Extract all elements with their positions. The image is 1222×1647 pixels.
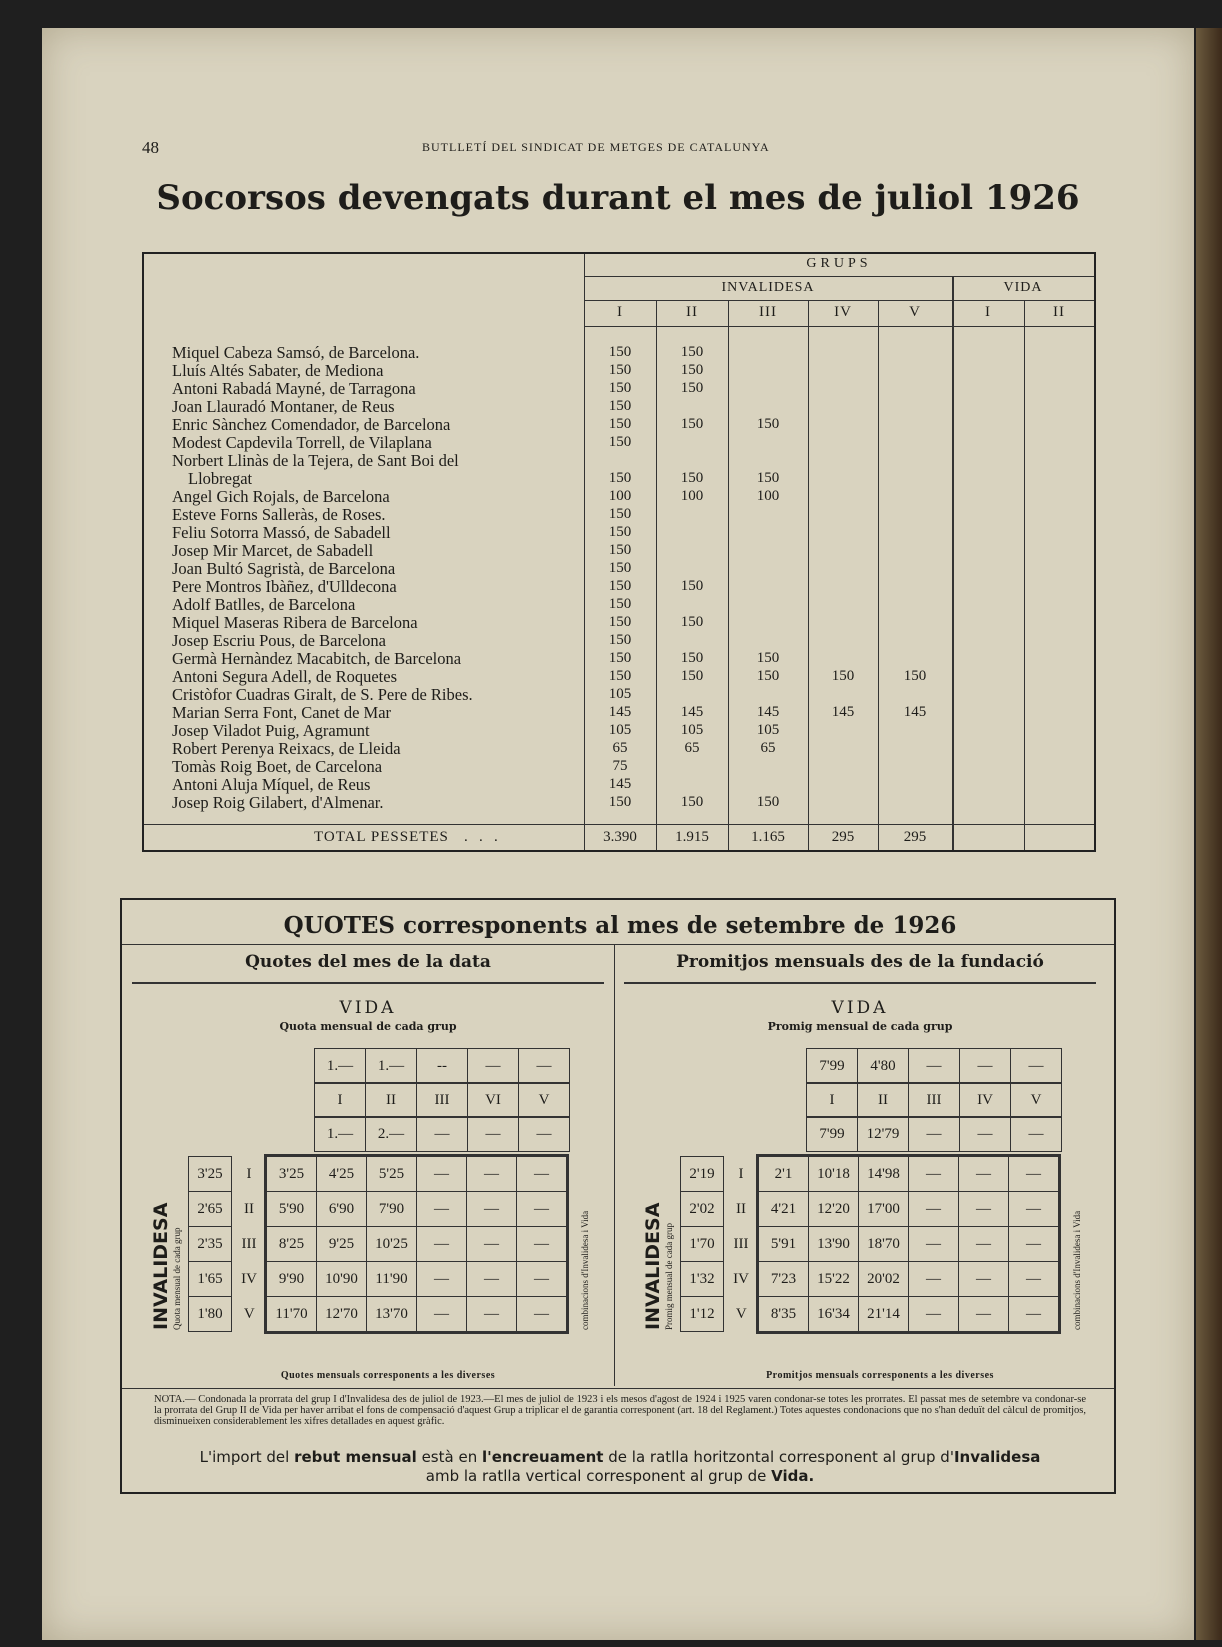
- matrix-cell: 2'1: [759, 1157, 809, 1192]
- matrix-cell: 11'70: [267, 1297, 317, 1332]
- matrix-cell: 12'20: [809, 1192, 859, 1227]
- matrix-cell: 4'21: [759, 1192, 809, 1227]
- grid-cell: 12'79: [858, 1117, 909, 1152]
- running-head: BUTLLETÍ DEL SINDICAT DE METGES DE CATALUNYA: [422, 140, 770, 154]
- vida-quota-row: [314, 1048, 570, 1084]
- grid-cell: 1.—: [315, 1049, 366, 1084]
- inv-quota-cell: 3'25: [189, 1157, 232, 1192]
- grid-cell: 1.—: [366, 1049, 417, 1084]
- inv-quota-cell: 2'65: [189, 1192, 232, 1227]
- matrix-cell: 6'90: [317, 1192, 367, 1227]
- value-cell: 145: [680, 704, 704, 720]
- person-name: Esteve Forns Salleràs, de Roses.: [172, 505, 386, 524]
- right-heading: Promitjos mensuals des de la fundació: [676, 952, 1044, 972]
- grid-cell: —: [519, 1049, 570, 1084]
- matrix-cell: 5'91: [759, 1227, 809, 1262]
- value-cell: 150: [680, 380, 704, 396]
- vida-combined-row: [806, 1116, 1062, 1152]
- import-note: L'import del rebut mensual està en l'encreuament de la ratlla horitzontal corresponent al grup d'Invalidesa amb la ratlla vertical corresponent al grup de Vida.: [199, 1448, 1041, 1485]
- matrix-cell: —: [909, 1297, 959, 1332]
- grid-cell: 7'99: [807, 1049, 858, 1084]
- person-name: Pere Montros Ibàñez, d'Ulldecona: [172, 577, 397, 596]
- total-cell: 3.390: [603, 829, 637, 845]
- person-name: Angel Gich Rojals, de Barcelona: [172, 487, 390, 506]
- person-name: Robert Perenya Reixacs, de Lleida: [172, 739, 401, 758]
- value-cell: 100: [680, 488, 704, 504]
- value-cell: 150: [680, 794, 704, 810]
- grid-cell: —: [1011, 1117, 1062, 1152]
- inv-quota-cell: 2'19: [681, 1157, 724, 1192]
- value-cell: 145: [903, 704, 927, 720]
- person-name: Joan Bultó Sagristà, de Barcelona: [172, 559, 396, 578]
- value-cell: 150: [831, 668, 855, 684]
- right-vida-sub: Promig mensual de cada grup: [767, 1020, 953, 1033]
- matrix-cell: 9'25: [317, 1227, 367, 1262]
- value-cell: 150: [608, 614, 632, 630]
- matrix-cell: 10'18: [809, 1157, 859, 1192]
- value-cell: 150: [608, 650, 632, 666]
- value-cell: 105: [608, 722, 632, 738]
- grid-cell: --: [417, 1049, 468, 1084]
- matrix-cell: 5'90: [267, 1192, 317, 1227]
- inv-group-cell: I: [738, 1165, 744, 1182]
- person-name: Enric Sànchez Comendador, de Barcelona: [172, 415, 451, 434]
- matrix-cell: 15'22: [809, 1262, 859, 1297]
- value-cell: 150: [680, 416, 704, 432]
- header-grups: GRUPS: [806, 256, 872, 271]
- value-cell: 65: [760, 740, 776, 756]
- total-cell: 295: [903, 829, 927, 845]
- value-cell: 65: [612, 740, 628, 756]
- vida-quota-row: [806, 1048, 1062, 1084]
- person-name: Antoni Segura Adell, de Roquetes: [172, 667, 398, 686]
- inv-quota-cell: 2'35: [189, 1227, 232, 1262]
- grid-cell: 2.—: [366, 1117, 417, 1152]
- person-name: Antoni Rabadá Mayné, de Tarragona: [172, 379, 416, 398]
- inv-group-cell: II: [244, 1200, 254, 1217]
- matrix-cell: —: [1009, 1227, 1059, 1262]
- grid-cell: III: [909, 1083, 960, 1118]
- matrix-cell: 7'23: [759, 1262, 809, 1297]
- book-spine: [1196, 28, 1222, 1640]
- right-vida-label: VIDA: [831, 998, 889, 1018]
- grid-cell: —: [417, 1117, 468, 1152]
- matrix-cell: —: [467, 1262, 517, 1297]
- matrix-cell: 21'14: [859, 1297, 909, 1332]
- matrix-cell: 14'98: [859, 1157, 909, 1192]
- matrix-cell: 8'35: [759, 1297, 809, 1332]
- value-cell: 100: [756, 488, 780, 504]
- person-name: Cristòfor Cuadras Giralt, de S. Pere de Ribes.: [172, 685, 473, 704]
- value-cell: 150: [608, 380, 632, 396]
- grid-cell: —: [468, 1117, 519, 1152]
- grid-cell: —: [519, 1117, 570, 1152]
- value-cell: 150: [756, 668, 780, 684]
- matrix-cell: 16'34: [809, 1297, 859, 1332]
- column-header: V: [909, 304, 921, 320]
- grid-cell: III: [417, 1083, 468, 1118]
- total-cell: 295: [831, 829, 855, 845]
- combinations-side-label: combinacions d'Invalidesa i Vida: [1072, 1210, 1082, 1330]
- person-name: Adolf Batlles, de Barcelona: [172, 595, 356, 614]
- invalidesa-side-sublabel: Promig mensual de cada grup: [664, 1223, 674, 1330]
- matrix-cell: 7'90: [367, 1192, 417, 1227]
- vida-combined-row: [314, 1116, 570, 1152]
- matrix-cell: —: [467, 1297, 517, 1332]
- value-cell: 150: [680, 668, 704, 684]
- matrix-cell: 13'90: [809, 1227, 859, 1262]
- person-name: Tomàs Roig Boet, de Carcelona: [172, 757, 383, 776]
- matrix-cell: —: [1009, 1157, 1059, 1192]
- matrix-cell: —: [959, 1297, 1009, 1332]
- value-cell: 150: [680, 578, 704, 594]
- matrix-cell: 18'70: [859, 1227, 909, 1262]
- matrix-cell: —: [1009, 1297, 1059, 1332]
- matrix-cell: —: [517, 1192, 567, 1227]
- total-leader: . . .: [464, 829, 498, 845]
- value-cell: 150: [608, 794, 632, 810]
- grid-cell: I: [807, 1083, 858, 1118]
- matrix-cell: 9'90: [267, 1262, 317, 1297]
- matrix-cell: —: [467, 1192, 517, 1227]
- grid-cell: 7'99: [807, 1117, 858, 1152]
- value-cell: 65: [684, 740, 700, 756]
- nota-text: NOTA.— Condonada la prorrata del grup I d'Invalidesa des de juliol de 1923.—El mes de juliol de 1923 i els mesos d'agost de 1924 i 1925 varen condonar-se totes les prorrates. El passat mes de setembre va condonar-se la prorrata del Grup II de Vida per haver arribat el fons de compensació d'aquest Grup a triplicar el de garantia corresponent (art. 18 del Reglament.) Totes aquestes condonacions que no s'han deduït del càlcul de promitjos, disminueixen considerablement les xifres detallades en aquest gràfic.: [154, 1394, 1086, 1427]
- value-cell: 150: [608, 524, 632, 540]
- socorsos-table: [142, 252, 1096, 852]
- matrix-cell: 3'25: [267, 1157, 317, 1192]
- person-name: Germà Hernàndez Macabitch, de Barcelona: [172, 649, 462, 668]
- column-header: I: [617, 304, 623, 320]
- value-cell: 145: [608, 704, 632, 720]
- invalidesa-side-label: INVALIDESA: [150, 1202, 172, 1330]
- grid-caption: Quotes mensuals corresponents a les diverses: [280, 1370, 496, 1381]
- value-cell: 150: [756, 416, 780, 432]
- matrix-cell: —: [909, 1192, 959, 1227]
- grid-cell: —: [468, 1049, 519, 1084]
- matrix-cell: —: [467, 1157, 517, 1192]
- person-name: Marian Serra Font, Canet de Mar: [172, 703, 392, 722]
- inv-quota-cell: 1'12: [681, 1297, 724, 1332]
- matrix-cell: —: [417, 1262, 467, 1297]
- column-header: II: [1053, 304, 1065, 320]
- matrix-cell: —: [909, 1262, 959, 1297]
- value-cell: 150: [608, 434, 632, 450]
- grid-cell: IV: [960, 1083, 1011, 1118]
- left-heading: Quotes del mes de la data: [245, 952, 491, 972]
- matrix-cell: —: [959, 1227, 1009, 1262]
- value-cell: 150: [608, 578, 632, 594]
- value-cell: 150: [680, 344, 704, 360]
- value-cell: 150: [608, 560, 632, 576]
- page-title: Socorsos devengats durant el mes de juliol 1926: [156, 178, 1080, 218]
- header-invalidesa: INVALIDESA: [721, 280, 815, 295]
- grid-cell: —: [960, 1117, 1011, 1152]
- grid-cell: V: [519, 1083, 570, 1118]
- person-name: Feliu Sotorra Massó, de Sabadell: [172, 523, 391, 542]
- value-cell: 150: [608, 344, 632, 360]
- column-header: I: [985, 304, 991, 320]
- matrix-cell: 20'02: [859, 1262, 909, 1297]
- column-header: IV: [834, 304, 852, 320]
- person-name: Joan Llauradó Montaner, de Reus: [172, 397, 395, 416]
- inv-quota-cell: 1'80: [189, 1297, 232, 1332]
- total-label: TOTAL PESSETES: [314, 829, 449, 845]
- inv-group-cell: III: [733, 1235, 749, 1252]
- matrix-cell: —: [959, 1157, 1009, 1192]
- page-number: 48: [142, 138, 159, 157]
- matrix-cell: —: [909, 1227, 959, 1262]
- value-cell: 105: [756, 722, 780, 738]
- person-name: Norbert Llinàs de la Tejera, de Sant Boi del: [172, 451, 459, 470]
- grid-cell: —: [960, 1049, 1011, 1084]
- value-cell: 150: [903, 668, 927, 684]
- value-cell: 150: [608, 542, 632, 558]
- value-cell: 150: [680, 470, 704, 486]
- person-name: Josep Mir Marcet, de Sabadell: [172, 541, 374, 560]
- value-cell: 150: [756, 470, 780, 486]
- matrix-cell: —: [417, 1157, 467, 1192]
- matrix-cell: 11'90: [367, 1262, 417, 1297]
- page: [42, 28, 1194, 1640]
- person-name: Lluís Altés Sabater, de Mediona: [172, 361, 384, 380]
- matrix-cell: 4'25: [317, 1157, 367, 1192]
- person-name: Miquel Maseras Ribera de Barcelona: [172, 613, 418, 632]
- value-cell: 150: [608, 416, 632, 432]
- matrix-cell: 12'70: [317, 1297, 367, 1332]
- person-name: Llobregat: [188, 469, 253, 488]
- person-name: Modest Capdevila Torrell, de Vilaplana: [172, 433, 432, 452]
- grid-cell: V: [1011, 1083, 1062, 1118]
- grid-cell: II: [366, 1083, 417, 1118]
- inv-quota-cell: 1'32: [681, 1262, 724, 1297]
- matrix-cell: —: [417, 1192, 467, 1227]
- value-cell: 150: [608, 632, 632, 648]
- matrix-cell: —: [517, 1262, 567, 1297]
- matrix-cell: 10'25: [367, 1227, 417, 1262]
- inv-group-cell: I: [246, 1165, 252, 1182]
- person-name: Miquel Cabeza Samsó, de Barcelona.: [172, 343, 420, 362]
- invalidesa-quota-column: [680, 1156, 759, 1332]
- grid-cell: —: [909, 1117, 960, 1152]
- grid-cell: VI: [468, 1083, 519, 1118]
- matrix-cell: —: [467, 1227, 517, 1262]
- combination-matrix: [266, 1156, 567, 1332]
- inv-group-cell: IV: [241, 1270, 257, 1287]
- inv-quota-cell: 2'02: [681, 1192, 724, 1227]
- inv-group-cell: V: [735, 1305, 747, 1322]
- inv-group-cell: IV: [733, 1270, 749, 1287]
- invalidesa-quota-column: [188, 1156, 267, 1332]
- header-vida: VIDA: [1003, 280, 1043, 295]
- person-name: Josep Escriu Pous, de Barcelona: [172, 631, 386, 650]
- grid-cell: I: [315, 1083, 366, 1118]
- matrix-cell: —: [1009, 1262, 1059, 1297]
- total-cell: 1.165: [751, 829, 785, 845]
- grid-cell: II: [858, 1083, 909, 1118]
- value-cell: 150: [680, 650, 704, 666]
- matrix-cell: —: [417, 1227, 467, 1262]
- grid-cell: 1.—: [315, 1117, 366, 1152]
- matrix-cell: 8'25: [267, 1227, 317, 1262]
- matrix-cell: 5'25: [367, 1157, 417, 1192]
- value-cell: 150: [756, 794, 780, 810]
- person-name: Josep Viladot Puig, Agramunt: [172, 721, 370, 740]
- grid-cell: —: [1011, 1049, 1062, 1084]
- combination-matrix: [758, 1156, 1059, 1332]
- vida-group-row: [806, 1082, 1062, 1118]
- grid-cell: 4'80: [858, 1049, 909, 1084]
- person-name: Josep Roig Gilabert, d'Almenar.: [172, 793, 384, 812]
- invalidesa-side-sublabel: Quota mensual de cada grup: [172, 1227, 182, 1330]
- inv-group-cell: III: [241, 1235, 257, 1252]
- value-cell: 150: [608, 596, 632, 612]
- left-vida-sub: Quota mensual de cada grup: [279, 1020, 457, 1033]
- inv-quota-cell: 1'65: [189, 1262, 232, 1297]
- invalidesa-side-label: INVALIDESA: [642, 1202, 664, 1330]
- value-cell: 150: [608, 362, 632, 378]
- value-cell: 150: [608, 398, 632, 414]
- inv-group-cell: V: [243, 1305, 255, 1322]
- inv-quota-cell: 1'70: [681, 1227, 724, 1262]
- value-cell: 150: [608, 506, 632, 522]
- matrix-cell: 13'70: [367, 1297, 417, 1332]
- total-cell: 1.915: [675, 829, 709, 845]
- quotes-title: QUOTES corresponents al mes de setembre de 1926: [283, 912, 957, 939]
- vida-group-row: [314, 1082, 570, 1118]
- matrix-cell: —: [959, 1192, 1009, 1227]
- value-cell: 150: [680, 362, 704, 378]
- column-header: III: [759, 304, 777, 320]
- value-cell: 105: [608, 686, 632, 702]
- matrix-cell: —: [517, 1157, 567, 1192]
- matrix-cell: —: [959, 1262, 1009, 1297]
- grid-caption: Promitjos mensuals corresponents a les diverses: [766, 1370, 994, 1381]
- value-cell: 145: [831, 704, 855, 720]
- value-cell: 75: [612, 758, 628, 774]
- matrix-cell: —: [517, 1227, 567, 1262]
- inv-group-cell: II: [736, 1200, 746, 1217]
- column-header: II: [686, 304, 698, 320]
- matrix-cell: —: [517, 1297, 567, 1332]
- value-cell: 150: [680, 614, 704, 630]
- matrix-cell: —: [1009, 1192, 1059, 1227]
- matrix-cell: —: [417, 1297, 467, 1332]
- matrix-cell: 10'90: [317, 1262, 367, 1297]
- value-cell: 150: [608, 470, 632, 486]
- person-name: Antoni Aluja Míquel, de Reus: [172, 775, 371, 794]
- combinations-side-label: combinacions d'Invalidesa i Vida: [580, 1210, 590, 1330]
- quotes-box: [120, 898, 1116, 1494]
- value-cell: 105: [680, 722, 704, 738]
- left-vida-label: VIDA: [339, 998, 397, 1018]
- value-cell: 150: [756, 650, 780, 666]
- value-cell: 100: [608, 488, 632, 504]
- value-cell: 150: [608, 668, 632, 684]
- grid-cell: —: [909, 1049, 960, 1084]
- value-cell: 145: [608, 776, 632, 792]
- value-cell: 145: [756, 704, 780, 720]
- matrix-cell: 17'00: [859, 1192, 909, 1227]
- matrix-cell: —: [909, 1157, 959, 1192]
